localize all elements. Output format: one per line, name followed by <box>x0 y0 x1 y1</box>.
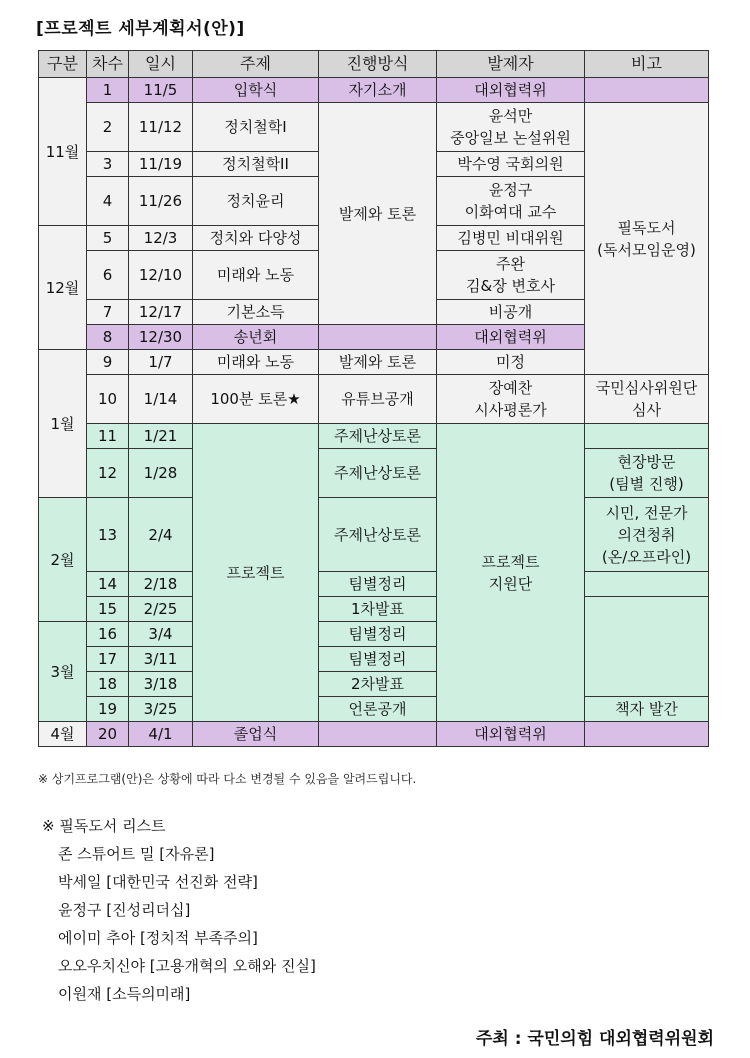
session-no: 13 <box>87 498 129 572</box>
presenter-cell: 박수영 국회의원 <box>437 152 585 177</box>
session-date: 1/14 <box>129 375 193 424</box>
remarks-cell <box>585 572 709 597</box>
presenter-cell: 미정 <box>437 350 585 375</box>
table-row <box>39 424 709 449</box>
presenter-cell: 윤석만 중앙일보 논설위원 <box>437 103 585 152</box>
schedule-table <box>38 50 709 747</box>
reading-list-item: 에이미 추아 [정치적 부족주의] <box>58 929 258 947</box>
session-date: 2/25 <box>129 597 193 622</box>
remarks-cell <box>585 78 709 103</box>
reading-list-item: 박세일 [대한민국 선진화 전략] <box>58 873 258 891</box>
method-cell: 팀별정리 <box>319 572 437 597</box>
month-cell: 4월 <box>39 722 87 747</box>
session-no: 4 <box>87 177 129 226</box>
method-cell: 2차발표 <box>319 672 437 697</box>
session-date: 3/11 <box>129 647 193 672</box>
topic-cell: 미래와 노동 <box>193 251 319 300</box>
remarks-cell: 국민심사위원단 심사 <box>585 375 709 424</box>
session-no: 8 <box>87 325 129 350</box>
method-cell: 발제와 토론 <box>319 350 437 375</box>
header-remarks: 비고 <box>585 51 709 78</box>
session-no: 6 <box>87 251 129 300</box>
presenter-cell: 비공개 <box>437 300 585 325</box>
session-no: 16 <box>87 622 129 647</box>
presenter-cell: 프로젝트 지원단 <box>437 424 585 722</box>
presenter-cell: 대외협력위 <box>437 78 585 103</box>
header-session: 차수 <box>87 51 129 78</box>
session-date: 3/25 <box>129 697 193 722</box>
method-cell: 발제와 토론 <box>319 103 437 325</box>
session-no: 15 <box>87 597 129 622</box>
reading-list-item: 존 스튜어트 밀 [자유론] <box>58 845 215 863</box>
session-date: 11/12 <box>129 103 193 152</box>
reading-list-item: 이원재 [소득의미래] <box>58 985 191 1003</box>
remarks-cell: 필독도서 (독서모임운영) <box>585 103 709 375</box>
session-date: 11/19 <box>129 152 193 177</box>
schedule-note: ※ 상기프로그램(안)은 상황에 따라 다소 변경될 수 있음을 알려드립니다. <box>38 772 417 786</box>
presenter-cell: 윤정구 이화여대 교수 <box>437 177 585 226</box>
session-date: 12/30 <box>129 325 193 350</box>
header-method: 진행방식 <box>319 51 437 78</box>
session-no: 12 <box>87 449 129 498</box>
method-cell: 1차발표 <box>319 597 437 622</box>
remarks-cell: 시민, 전문가 의견청취 (온/오프라인) <box>585 498 709 572</box>
table-row <box>39 572 709 597</box>
session-no: 14 <box>87 572 129 597</box>
presenter-cell: 주완 김&장 변호사 <box>437 251 585 300</box>
remarks-cell <box>585 424 709 449</box>
table-row <box>39 597 709 622</box>
session-no: 3 <box>87 152 129 177</box>
method-cell: 주제난상토론 <box>319 449 437 498</box>
session-no: 5 <box>87 226 129 251</box>
session-date: 4/1 <box>129 722 193 747</box>
presenter-cell: 대외협력위 <box>437 325 585 350</box>
reading-list-item: 오오우치신야 [고용개혁의 오해와 진실] <box>58 957 316 975</box>
topic-cell: 정치윤리 <box>193 177 319 226</box>
method-cell: 주제난상토론 <box>319 424 437 449</box>
session-no: 17 <box>87 647 129 672</box>
topic-cell: 정치철학I <box>193 103 319 152</box>
document-title: [프로젝트 세부계획서(안)] <box>36 19 245 39</box>
table-row <box>39 722 709 747</box>
session-date: 11/26 <box>129 177 193 226</box>
header-category: 구분 <box>39 51 87 78</box>
method-cell: 팀별정리 <box>319 647 437 672</box>
session-date: 3/18 <box>129 672 193 697</box>
session-date: 11/5 <box>129 78 193 103</box>
remarks-cell: 현장방문 (팀별 진행) <box>585 449 709 498</box>
method-cell <box>319 722 437 747</box>
session-date: 2/18 <box>129 572 193 597</box>
session-no: 1 <box>87 78 129 103</box>
table-row <box>39 375 709 424</box>
month-cell: 2월 <box>39 498 87 622</box>
session-no: 7 <box>87 300 129 325</box>
remarks-cell <box>585 722 709 747</box>
topic-cell: 졸업식 <box>193 722 319 747</box>
method-cell: 주제난상토론 <box>319 498 437 572</box>
presenter-cell: 김병민 비대위원 <box>437 226 585 251</box>
reading-list-heading: ※ 필독도서 리스트 <box>42 817 166 835</box>
method-cell: 자기소개 <box>319 78 437 103</box>
header-topic: 주제 <box>193 51 319 78</box>
session-no: 10 <box>87 375 129 424</box>
topic-cell: 정치와 다양성 <box>193 226 319 251</box>
session-date: 12/17 <box>129 300 193 325</box>
session-no: 2 <box>87 103 129 152</box>
remarks-cell <box>585 597 709 697</box>
session-date: 2/4 <box>129 498 193 572</box>
method-cell: 팀별정리 <box>319 622 437 647</box>
header-date: 일시 <box>129 51 193 78</box>
table-row <box>39 697 709 722</box>
session-no: 18 <box>87 672 129 697</box>
presenter-cell: 대외협력위 <box>437 722 585 747</box>
month-cell: 12월 <box>39 226 87 350</box>
reading-list-item: 윤정구 [진성리더십] <box>58 901 191 919</box>
method-cell: 언론공개 <box>319 697 437 722</box>
method-cell <box>319 325 437 350</box>
session-no: 19 <box>87 697 129 722</box>
session-date: 3/4 <box>129 622 193 647</box>
topic-cell: 프로젝트 <box>193 424 319 722</box>
table-row <box>39 103 709 152</box>
table-row <box>39 449 709 498</box>
table-row <box>39 78 709 103</box>
header-presenter: 발제자 <box>437 51 585 78</box>
session-date: 12/10 <box>129 251 193 300</box>
session-date: 12/3 <box>129 226 193 251</box>
topic-cell: 정치철학II <box>193 152 319 177</box>
session-no: 20 <box>87 722 129 747</box>
month-cell: 1월 <box>39 350 87 498</box>
topic-cell: 미래와 노동 <box>193 350 319 375</box>
session-date: 1/28 <box>129 449 193 498</box>
method-cell: 유튜브공개 <box>319 375 437 424</box>
topic-cell: 송년회 <box>193 325 319 350</box>
month-cell: 3월 <box>39 622 87 722</box>
session-no: 9 <box>87 350 129 375</box>
session-date: 1/21 <box>129 424 193 449</box>
table-row <box>39 498 709 572</box>
month-cell: 11월 <box>39 78 87 226</box>
session-no: 11 <box>87 424 129 449</box>
topic-cell: 입학식 <box>193 78 319 103</box>
remarks-cell: 책자 발간 <box>585 697 709 722</box>
session-date: 1/7 <box>129 350 193 375</box>
topic-cell: 100분 토론★ <box>193 375 319 424</box>
topic-cell: 기본소득 <box>193 300 319 325</box>
table-header-row <box>39 51 709 78</box>
host-organization: 주최 : 국민의힘 대외협력위원회 <box>475 1029 714 1049</box>
presenter-cell: 장예찬 시사평론가 <box>437 375 585 424</box>
